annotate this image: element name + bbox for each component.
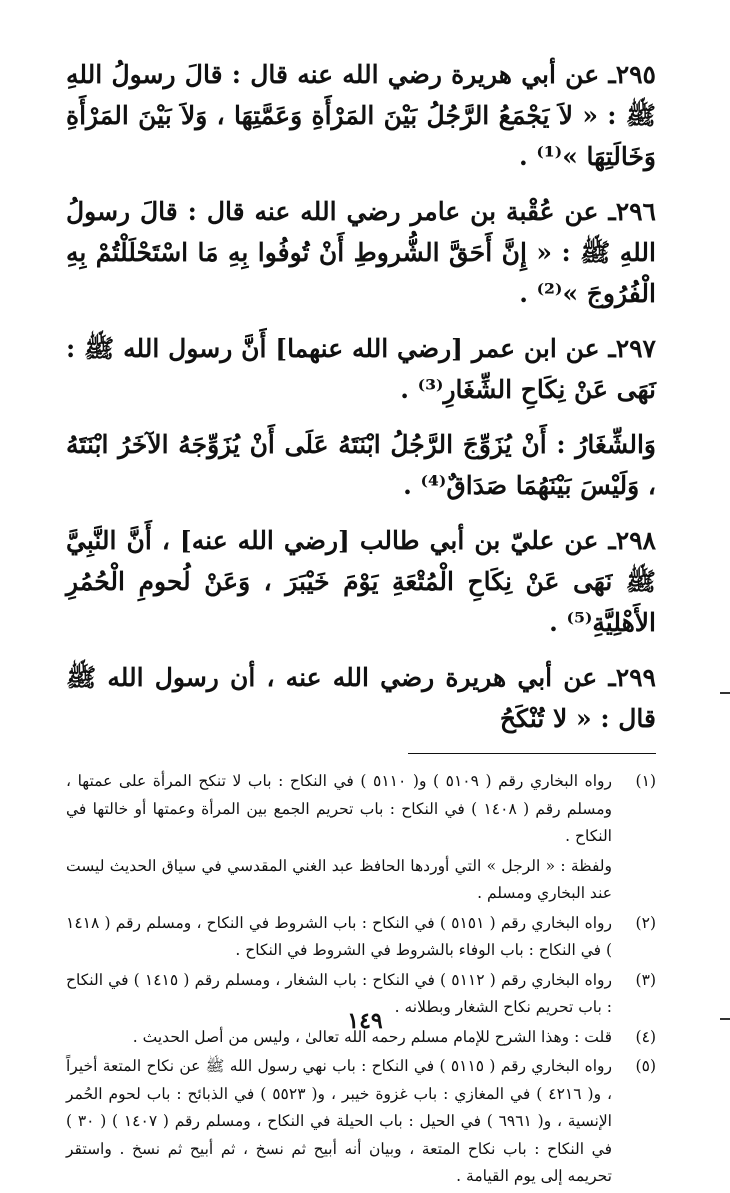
footnote-text: رواه البخاري رقم ( ٥١٠٩ ) و( ٥١١٠ ) في النكاح : باب لا تنكح المرأة على عمتها ، ومسلم رقم ( ١٤٠٨ ) في النكاح : باب تحريم الجمع بين المرأة وعمتها أو خالتها في النكاح .: [66, 772, 612, 845]
hadith-text: ـ عن أبي هريرة رضي الله عنه ، أن رسول الله ﷺ قال : « لا تُنْكَحُ: [66, 663, 656, 733]
footnote-number: (٣): [635, 970, 656, 989]
footnote-number: (٢): [635, 913, 656, 932]
margin-mark: [720, 692, 730, 694]
hadith-paragraph: [66, 54, 656, 177]
footnote-number: (٤): [635, 1027, 656, 1046]
footnote-number: (١): [635, 772, 656, 790]
hadith-paragraph: [66, 657, 656, 739]
footnote-text: رواه البخاري رقم ( ٥١٥١ ) في النكاح : باب الشروط في النكاح ، ومسلم رقم ( ١٤١٨ ) في النكاح : باب الوفاء بالشروط في الشروط في النكاح .: [66, 913, 612, 959]
hadith-number: ٢٩٩: [615, 663, 656, 692]
hadith-number: ٢٩٧: [615, 334, 656, 363]
hadith-paragraph: [66, 191, 656, 314]
hadith-paragraph: [66, 520, 656, 643]
hadith-paragraph: [66, 328, 656, 410]
hadith-text: وَالشِّغَارُ : أَنْ يُزَوِّجَ الرَّجُلُ ابْنَتَهُ عَلَى أَنْ يُزَوِّجَهُ الآخَرُ ابْنَتَهُ ، وَلَيْسَ بَيْنَهُمَا صَدَاقٌ⁽⁴⁾ .: [66, 430, 656, 500]
hadith-number: ٢٩٥: [615, 60, 656, 89]
hadith-text: ـ عن عُقْبة بن عامر رضي الله عنه قال : قالَ رسولُ اللهِ ﷺ : « إِنَّ أَحَقَّ الشُّروطِ أَنْ تُوفُوا بِهِ مَا اسْتَحْلَلْتُمْ بِهِ الْفُرُوجَ »⁽²⁾ .: [66, 197, 656, 308]
footnote-list: [66, 768, 656, 1191]
hadith-text: ـ عن أبي هريرة رضي الله عنه قال : قالَ رسولُ اللهِ ﷺ : « لاَ يَجْمَعُ الرَّجُلُ بَيْنَ المَرْأَةِ وَعَمَّتِهَا ، وَلاَ بَيْنَ المَرْأَةِ وَخَالَتِهَا »⁽¹⁾ .: [66, 60, 656, 171]
footnote: [66, 910, 656, 965]
footnote: [66, 768, 656, 851]
footnote-continuation: ولفظة : « الرجل » التي أوردها الحافظ عبد الغني المقدسي في سياق الحديث ليست عند البخاري ومسلم .: [66, 856, 612, 902]
footnote-separator: [408, 753, 656, 754]
hadith-text: ـ عن عليّ بن أبي طالب [رضي الله عنه] ، أَنَّ النَّبِيَّ ﷺ نَهَى عَنْ نِكَاحِ الْمُتْعَةِ يَوْمَ خَيْبَرَ ، وَعَنْ لُحومِ الْحُمُرِ الأَهْلِيَّةِ⁽⁵⁾ .: [66, 526, 656, 637]
footnote-text: رواه البخاري رقم ( ٥١١٢ ) في النكاح : باب الشغار ، ومسلم رقم ( ١٤١٥ ) في النكاح : باب تحريم نكاح الشغار وبطلانه .: [66, 970, 612, 1016]
footnote: [66, 1053, 656, 1191]
hadith-number: ٢٩٨: [615, 526, 656, 555]
hadith-number: ٢٩٦: [615, 197, 656, 226]
page-number: ١٤٩: [347, 1008, 383, 1034]
footnote-text: رواه البخاري رقم ( ٥١١٥ ) في النكاح : باب نهي رسول الله ﷺ عن نكاح المتعة أخيراً ، و( ٤٢١٦ ) في المغازي : باب غزوة خيبر ، و( ٥٥٢٣ ) في الذبائح : باب لحوم الحُمر الإنسية ، و( ٦٩٦١ ) في الحيل : باب الحيلة في النكاح ، ومسلم رقم ( ١٤٠٧ ) ( ٣٠ ) في النكاح : باب نكاح المتعة ، وبيان أنه أبيح ثم نسخ ، ثم أبيح ثم نسخ . واستقر تحريمه إلى يوم القيامة .: [66, 1057, 612, 1185]
margin-mark: [720, 1018, 730, 1020]
hadith-list: [66, 54, 656, 739]
hadith-text: ـ عن ابن عمر [رضي الله عنهما] أَنَّ رسول الله ﷺ : نَهَى عَنْ نِكَاحِ الشِّغَارِ⁽³⁾ .: [66, 334, 656, 404]
footnote-text: قلت : وهذا الشرح للإمام مسلم رحمه الله تعالىٰ ، وليس من أصل الحديث .: [132, 1027, 612, 1046]
footnote-number: (٥): [635, 1057, 656, 1075]
hadith-paragraph: [66, 424, 656, 506]
